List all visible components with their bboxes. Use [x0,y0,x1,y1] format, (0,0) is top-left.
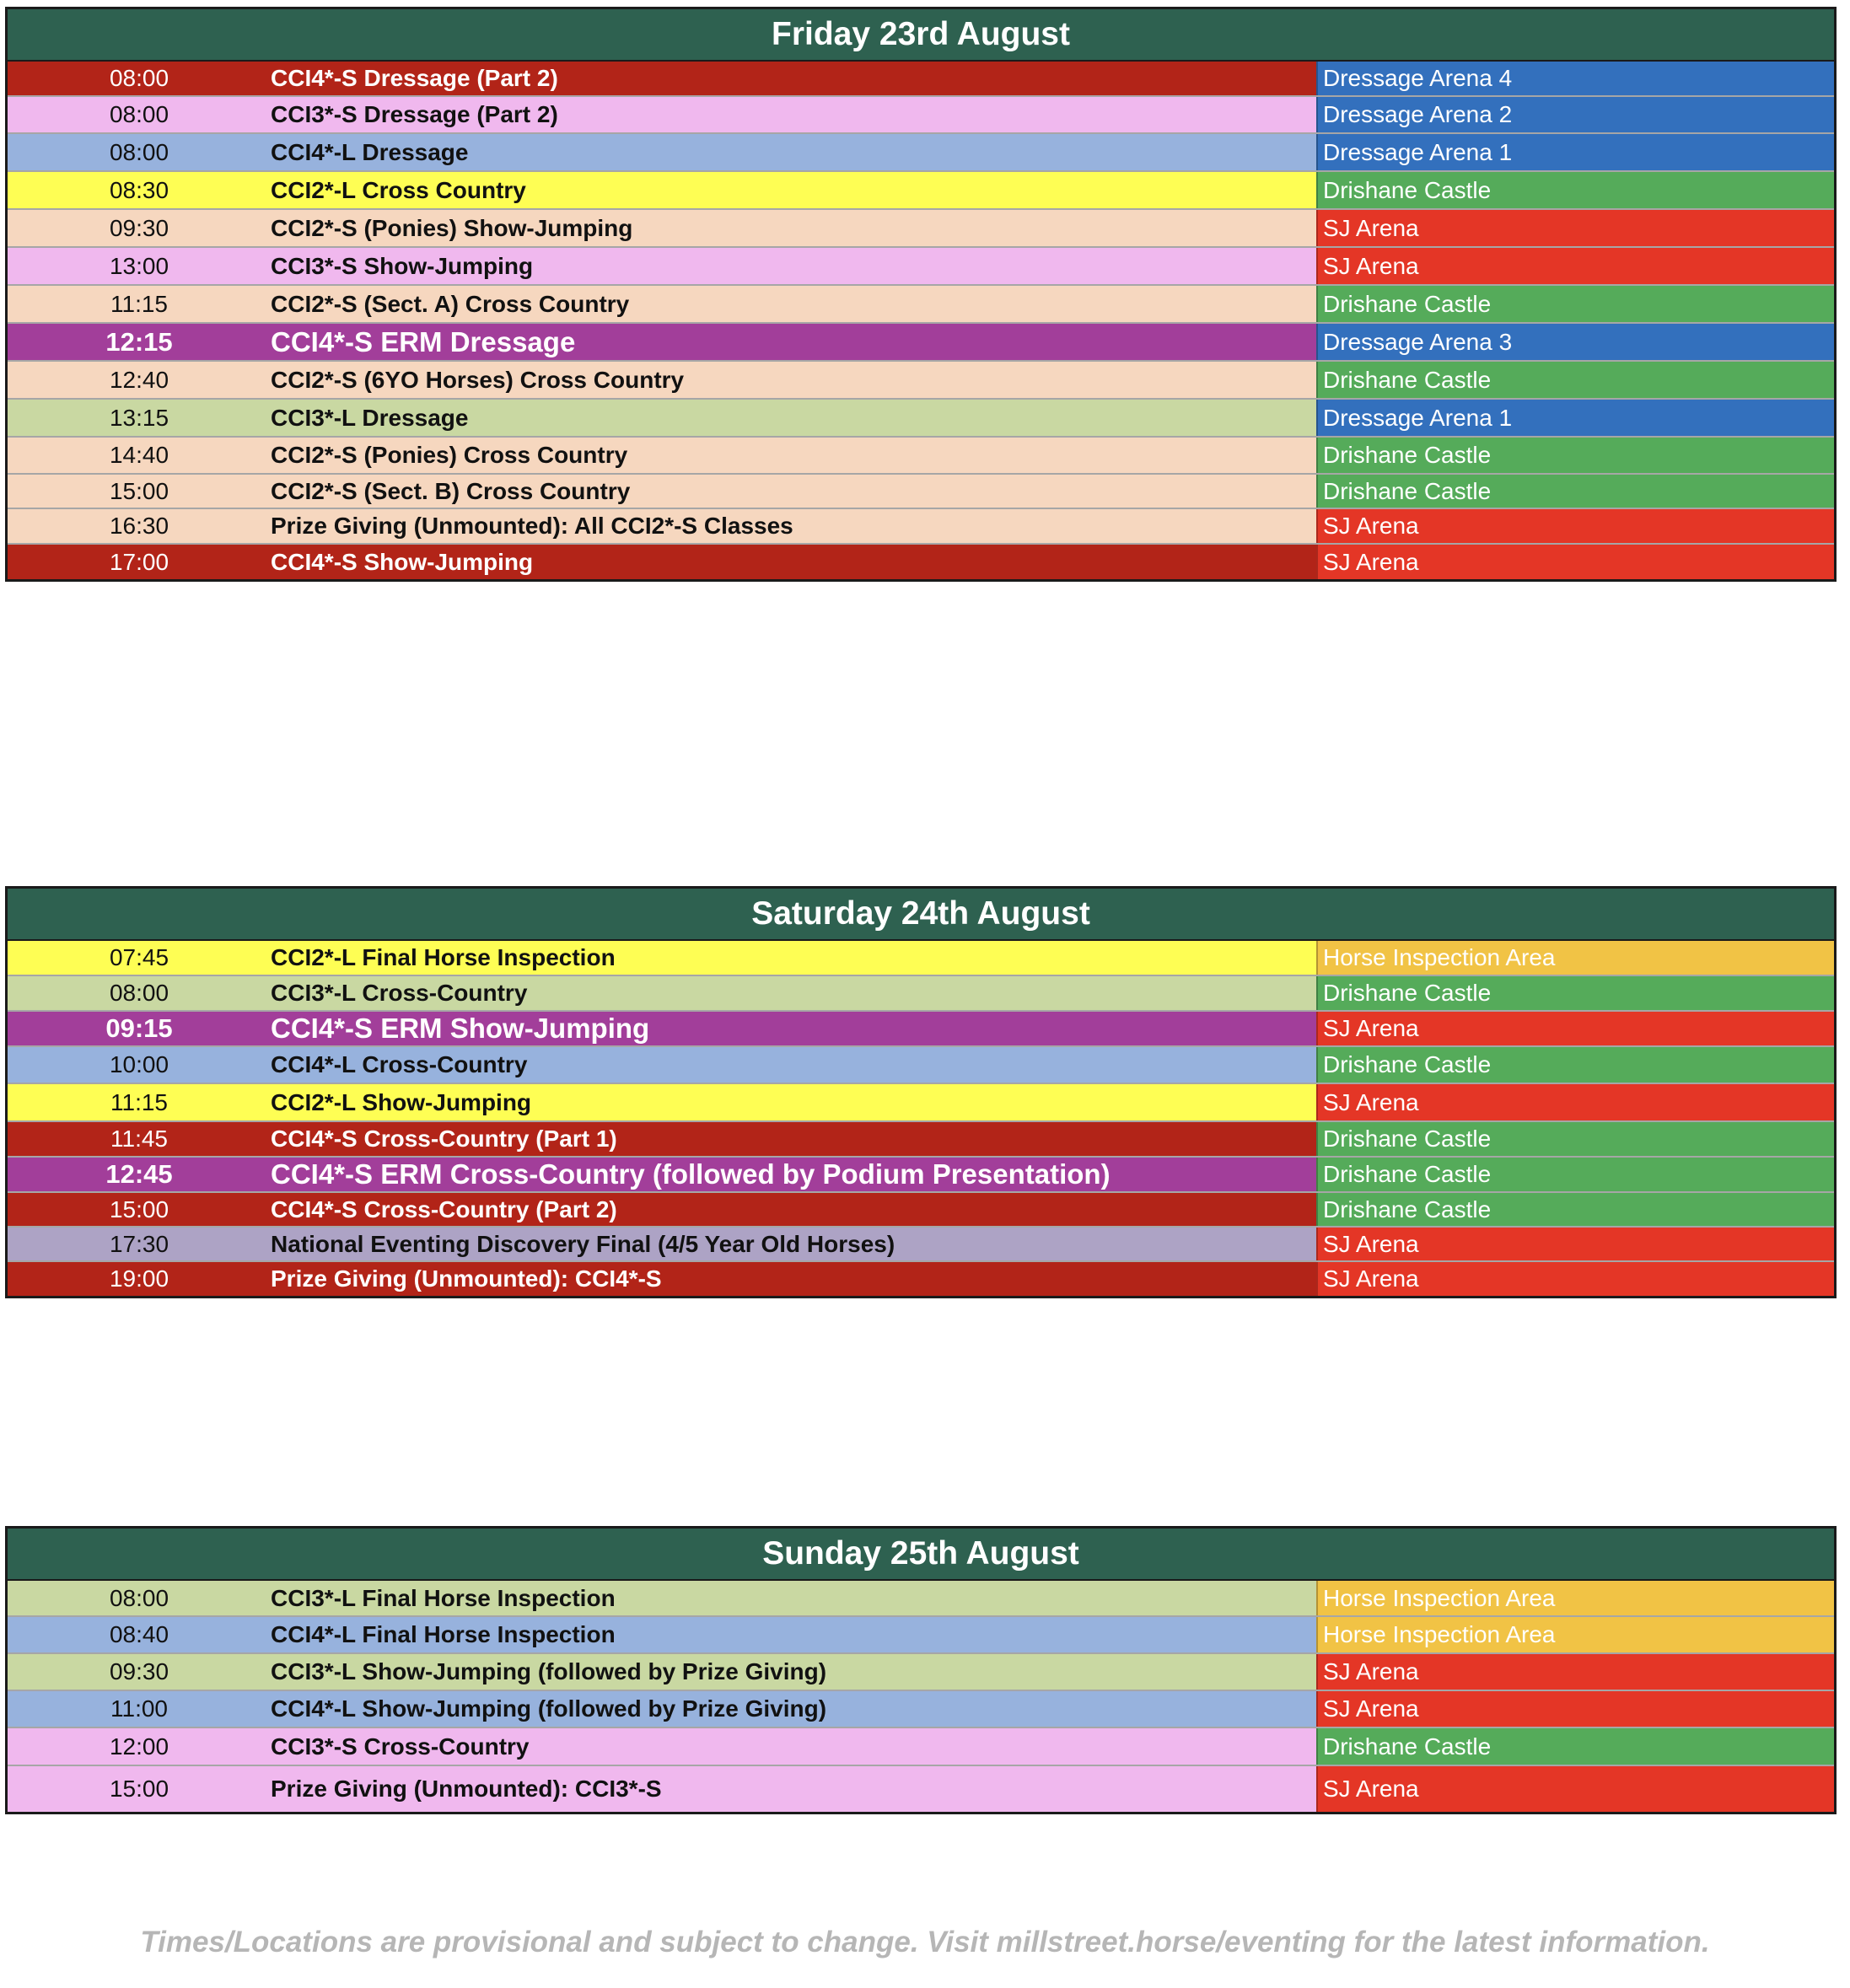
event-cell: CCI2*-S (6YO Horses) Cross Country [271,362,1316,398]
event-cell: CCI4*-L Final Horse Inspection [271,1617,1316,1652]
event-cell: CCI2*-S (Ponies) Show-Jumping [271,210,1316,246]
time-cell: 12:15 [8,324,271,360]
table-row [8,134,1834,172]
location-cell: Dressage Arena 2 [1316,97,1834,132]
location-cell: Drishane Castle [1316,1728,1834,1765]
table-row [8,509,1834,545]
time-cell: 11:15 [8,1084,271,1120]
time-cell: 08:00 [8,976,271,1010]
time-cell: 19:00 [8,1262,271,1296]
time-cell: 09:15 [8,1012,271,1045]
day-header: Saturday 24th August [8,889,1834,941]
time-cell: 15:00 [8,1766,271,1812]
time-cell: 11:15 [8,286,271,322]
location-cell: Drishane Castle [1316,438,1834,473]
table-row [8,1047,1834,1084]
location-cell: Drishane Castle [1316,1122,1834,1156]
day-table-sunday [5,1526,1837,1814]
location-cell: Horse Inspection Area [1316,1617,1834,1652]
table-row [8,1158,1834,1193]
location-cell: Drishane Castle [1316,976,1834,1010]
time-cell: 08:40 [8,1617,271,1652]
time-cell: 10:00 [8,1047,271,1083]
location-cell: Dressage Arena 1 [1316,400,1834,436]
location-cell: Dressage Arena 1 [1316,134,1834,170]
time-cell: 07:45 [8,941,271,975]
table-row [8,1617,1834,1654]
event-cell: CCI2*-S (Sect. B) Cross Country [271,475,1316,508]
event-cell: CCI3*-L Cross-Country [271,976,1316,1010]
event-cell: CCI4*-L Dressage [271,134,1316,170]
time-cell: 14:40 [8,438,271,473]
day-table-saturday [5,886,1837,1298]
time-cell: 08:30 [8,172,271,208]
location-cell: SJ Arena [1316,1691,1834,1727]
table-row [8,1084,1834,1122]
location-cell: Drishane Castle [1316,1158,1834,1191]
location-cell: SJ Arena [1316,509,1834,543]
table-row [8,248,1834,286]
table-row [8,210,1834,248]
day-table-friday [5,7,1837,582]
location-cell: Dressage Arena 3 [1316,324,1834,360]
location-cell: Drishane Castle [1316,1047,1834,1083]
table-row [8,62,1834,97]
time-cell: 12:45 [8,1158,271,1191]
event-cell: CCI2*-L Cross Country [271,172,1316,208]
event-cell: CCI4*-S Show-Jumping [271,545,1316,579]
table-row [8,1691,1834,1728]
location-cell: Drishane Castle [1316,1193,1834,1226]
location-cell: Drishane Castle [1316,172,1834,208]
footer-note: Times/Locations are provisional and subject to change. Visit millstreet.horse/eventing for the latest information. [140,1926,1710,1958]
time-cell: 11:45 [8,1122,271,1156]
day-header: Friday 23rd August [8,9,1834,62]
table-row [8,1728,1834,1766]
table-row [8,941,1834,976]
table-row [8,324,1834,362]
table-row [8,1581,1834,1617]
table-row [8,1766,1834,1812]
table-row [8,545,1834,579]
location-cell: SJ Arena [1316,248,1834,284]
event-cell: CCI2*-L Final Horse Inspection [271,941,1316,975]
event-cell: CCI4*-S ERM Show-Jumping [271,1012,1316,1045]
event-cell: CCI3*-L Dressage [271,400,1316,436]
event-cell: CCI3*-S Dressage (Part 2) [271,97,1316,132]
time-cell: 17:30 [8,1228,271,1260]
event-cell: CCI4*-S ERM Dressage [271,324,1316,360]
event-cell: CCI3*-L Final Horse Inspection [271,1581,1316,1615]
table-row [8,976,1834,1012]
table-row [8,362,1834,400]
event-cell: CCI4*-S Dressage (Part 2) [271,62,1316,95]
table-row [8,286,1834,324]
event-cell: CCI2*-L Show-Jumping [271,1084,1316,1120]
location-cell: SJ Arena [1316,1654,1834,1690]
table-row [8,475,1834,509]
time-cell: 12:40 [8,362,271,398]
time-cell: 08:00 [8,1581,271,1615]
event-cell: CCI4*-S Cross-Country (Part 2) [271,1193,1316,1226]
event-cell: CCI3*-S Cross-Country [271,1728,1316,1765]
event-cell: Prize Giving (Unmounted): CCI3*-S [271,1766,1316,1812]
table-row [8,438,1834,475]
location-cell: SJ Arena [1316,1766,1834,1812]
table-row [8,1654,1834,1691]
time-cell: 08:00 [8,62,271,95]
table-row [8,400,1834,438]
table-row [8,1012,1834,1047]
location-cell: Horse Inspection Area [1316,1581,1834,1615]
event-cell: CCI4*-S Cross-Country (Part 1) [271,1122,1316,1156]
time-cell: 09:30 [8,1654,271,1690]
event-cell: CCI2*-S (Sect. A) Cross Country [271,286,1316,322]
time-cell: 15:00 [8,475,271,508]
location-cell: Horse Inspection Area [1316,941,1834,975]
event-cell: Prize Giving (Unmounted): CCI4*-S [271,1262,1316,1296]
location-cell: SJ Arena [1316,1262,1834,1296]
table-row [8,1228,1834,1262]
location-cell: Dressage Arena 4 [1316,62,1834,95]
time-cell: 09:30 [8,210,271,246]
table-row [8,172,1834,210]
location-cell: SJ Arena [1316,210,1834,246]
time-cell: 12:00 [8,1728,271,1765]
time-cell: 08:00 [8,134,271,170]
location-cell: Drishane Castle [1316,475,1834,508]
event-cell: CCI4*-L Show-Jumping (followed by Prize Giving) [271,1691,1316,1727]
time-cell: 13:00 [8,248,271,284]
location-cell: SJ Arena [1316,545,1834,579]
event-cell: National Eventing Discovery Final (4/5 Year Old Horses) [271,1228,1316,1260]
location-cell: SJ Arena [1316,1084,1834,1120]
location-cell: Drishane Castle [1316,286,1834,322]
location-cell: SJ Arena [1316,1228,1834,1260]
event-cell: Prize Giving (Unmounted): All CCI2*-S Classes [271,509,1316,543]
table-row [8,97,1834,134]
time-cell: 13:15 [8,400,271,436]
time-cell: 08:00 [8,97,271,132]
table-row [8,1193,1834,1228]
time-cell: 16:30 [8,509,271,543]
event-cell: CCI3*-S Show-Jumping [271,248,1316,284]
event-cell: CCI4*-S ERM Cross-Country (followed by Podium Presentation) [271,1158,1316,1191]
time-cell: 11:00 [8,1691,271,1727]
table-row [8,1262,1834,1296]
time-cell: 15:00 [8,1193,271,1226]
event-cell: CCI3*-L Show-Jumping (followed by Prize Giving) [271,1654,1316,1690]
day-header: Sunday 25th August [8,1529,1834,1581]
event-cell: CCI4*-L Cross-Country [271,1047,1316,1083]
table-row [8,1122,1834,1158]
location-cell: Drishane Castle [1316,362,1834,398]
time-cell: 17:00 [8,545,271,579]
location-cell: SJ Arena [1316,1012,1834,1045]
event-cell: CCI2*-S (Ponies) Cross Country [271,438,1316,473]
